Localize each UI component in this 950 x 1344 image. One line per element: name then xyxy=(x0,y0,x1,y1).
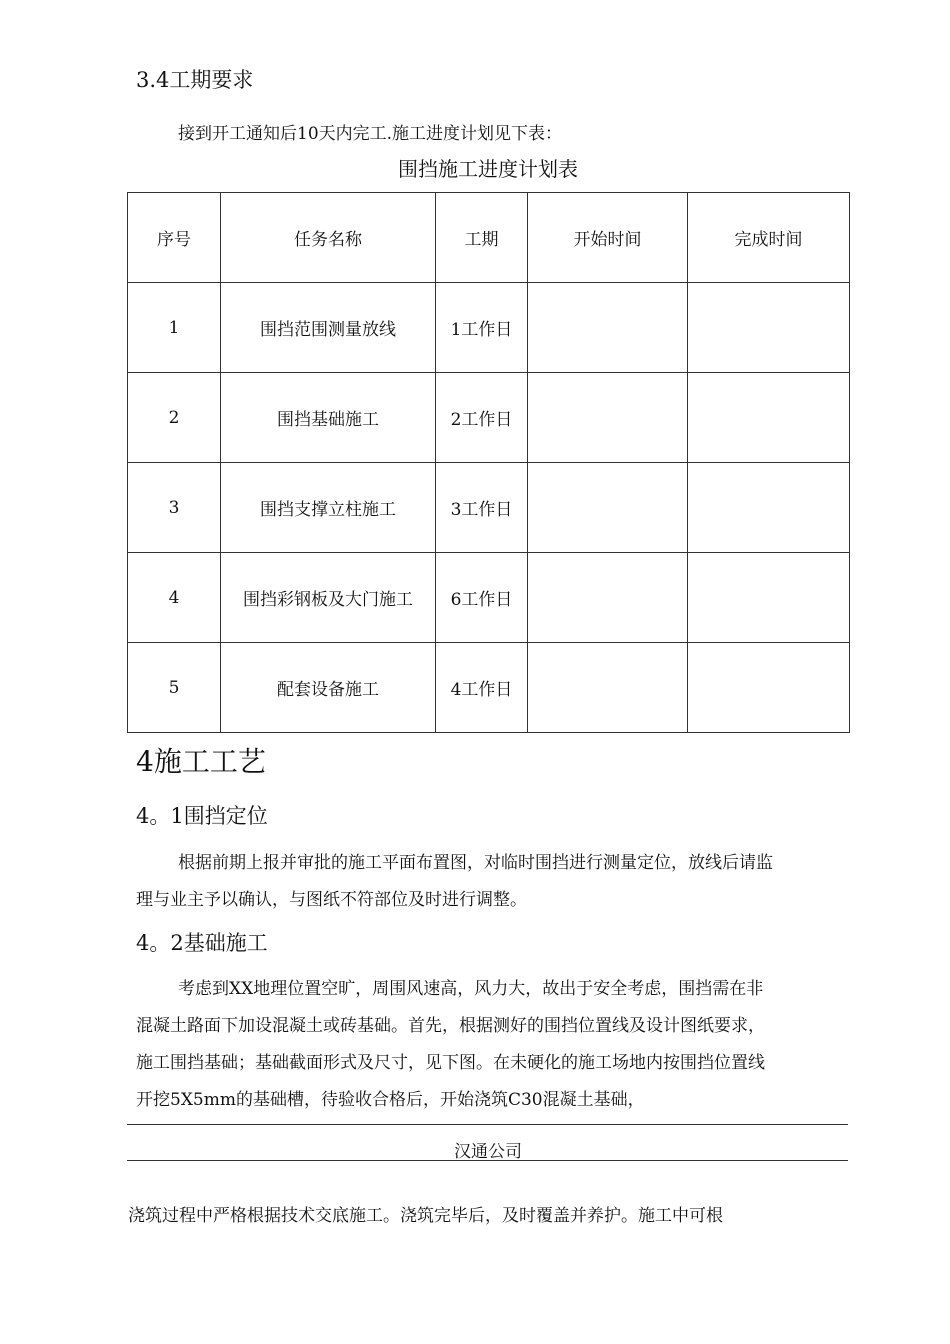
table-row xyxy=(128,553,850,643)
paragraph-fence-positioning xyxy=(136,845,848,919)
cell-start xyxy=(528,643,688,733)
table-row xyxy=(128,373,850,463)
continuation-text: 浇筑过程中严格根据技术交底施工。浇筑完毕后，及时覆盖并养护。施工中可根 xyxy=(128,1206,723,1226)
table-row xyxy=(128,283,850,373)
footer-company: 汉通公司 xyxy=(454,1142,522,1162)
paragraph-line: 考虑到XX地理位置空旷，周围风速高，风力大，故出于安全考虑，围挡需在非 xyxy=(178,979,764,999)
paragraph-line: 混凝土路面下加设混凝土或砖基础。首先，根据测好的围挡位置线及设计图纸要求， xyxy=(136,1016,765,1036)
cell-task: 围挡支撑立柱施工 xyxy=(221,463,436,553)
cell-duration: 6工作日 xyxy=(436,553,528,643)
header-cell-task: 任务名称 xyxy=(221,193,436,283)
section-heading-3-4: 3.4工期要求 xyxy=(136,68,254,92)
table-caption: 围挡施工进度计划表 xyxy=(398,157,578,181)
cell-start xyxy=(528,283,688,373)
cell-task: 配套设备施工 xyxy=(221,643,436,733)
cell-task: 围挡基础施工 xyxy=(221,373,436,463)
header-cell-start: 开始时间 xyxy=(528,193,688,283)
paragraph-line: 理与业主予以确认，与图纸不符部位及时进行调整。 xyxy=(136,890,527,910)
table-row xyxy=(128,643,850,733)
cell-task: 围挡彩钢板及大门施工 xyxy=(221,553,436,643)
footer-rule-bottom xyxy=(127,1160,848,1161)
subsection-heading-4-2: 4。2基础施工 xyxy=(136,931,268,955)
cell-duration: 1工作日 xyxy=(436,283,528,373)
header-cell-no: 序号 xyxy=(128,193,221,283)
cell-no: 1 xyxy=(128,283,221,373)
section-heading-4: 4施工工艺 xyxy=(136,745,266,778)
paragraph-line: 根据前期上报并审批的施工平面布置图，对临时围挡进行测量定位，放线后请监 xyxy=(178,853,773,873)
cell-end xyxy=(688,553,850,643)
cell-no: 5 xyxy=(128,643,221,733)
cell-start xyxy=(528,463,688,553)
cell-duration: 4工作日 xyxy=(436,643,528,733)
header-cell-duration: 工期 xyxy=(436,193,528,283)
schedule-intro-text: 接到开工通知后10天内完工.施工进度计划见下表： xyxy=(178,124,563,144)
schedule-table xyxy=(127,192,850,733)
cell-end xyxy=(688,463,850,553)
cell-start xyxy=(528,553,688,643)
cell-no: 2 xyxy=(128,373,221,463)
cell-duration: 3工作日 xyxy=(436,463,528,553)
table-header-row xyxy=(128,193,850,283)
cell-no: 4 xyxy=(128,553,221,643)
footer-rule-top xyxy=(127,1124,848,1125)
header-cell-end: 完成时间 xyxy=(688,193,850,283)
cell-no: 3 xyxy=(128,463,221,553)
cell-task: 围挡范围测量放线 xyxy=(221,283,436,373)
cell-duration: 2工作日 xyxy=(436,373,528,463)
paragraph-foundation xyxy=(136,971,848,1119)
table-row xyxy=(128,463,850,553)
subsection-heading-4-1: 4。1围挡定位 xyxy=(136,804,268,828)
paragraph-line: 开挖5X5mm的基础槽，待验收合格后，开始浇筑C30混凝土基础， xyxy=(136,1090,645,1110)
cell-start xyxy=(528,373,688,463)
cell-end xyxy=(688,643,850,733)
cell-end xyxy=(688,283,850,373)
cell-end xyxy=(688,373,850,463)
paragraph-line: 施工围挡基础；基础截面形式及尺寸，见下图。在未硬化的施工场地内按围挡位置线 xyxy=(136,1053,765,1073)
